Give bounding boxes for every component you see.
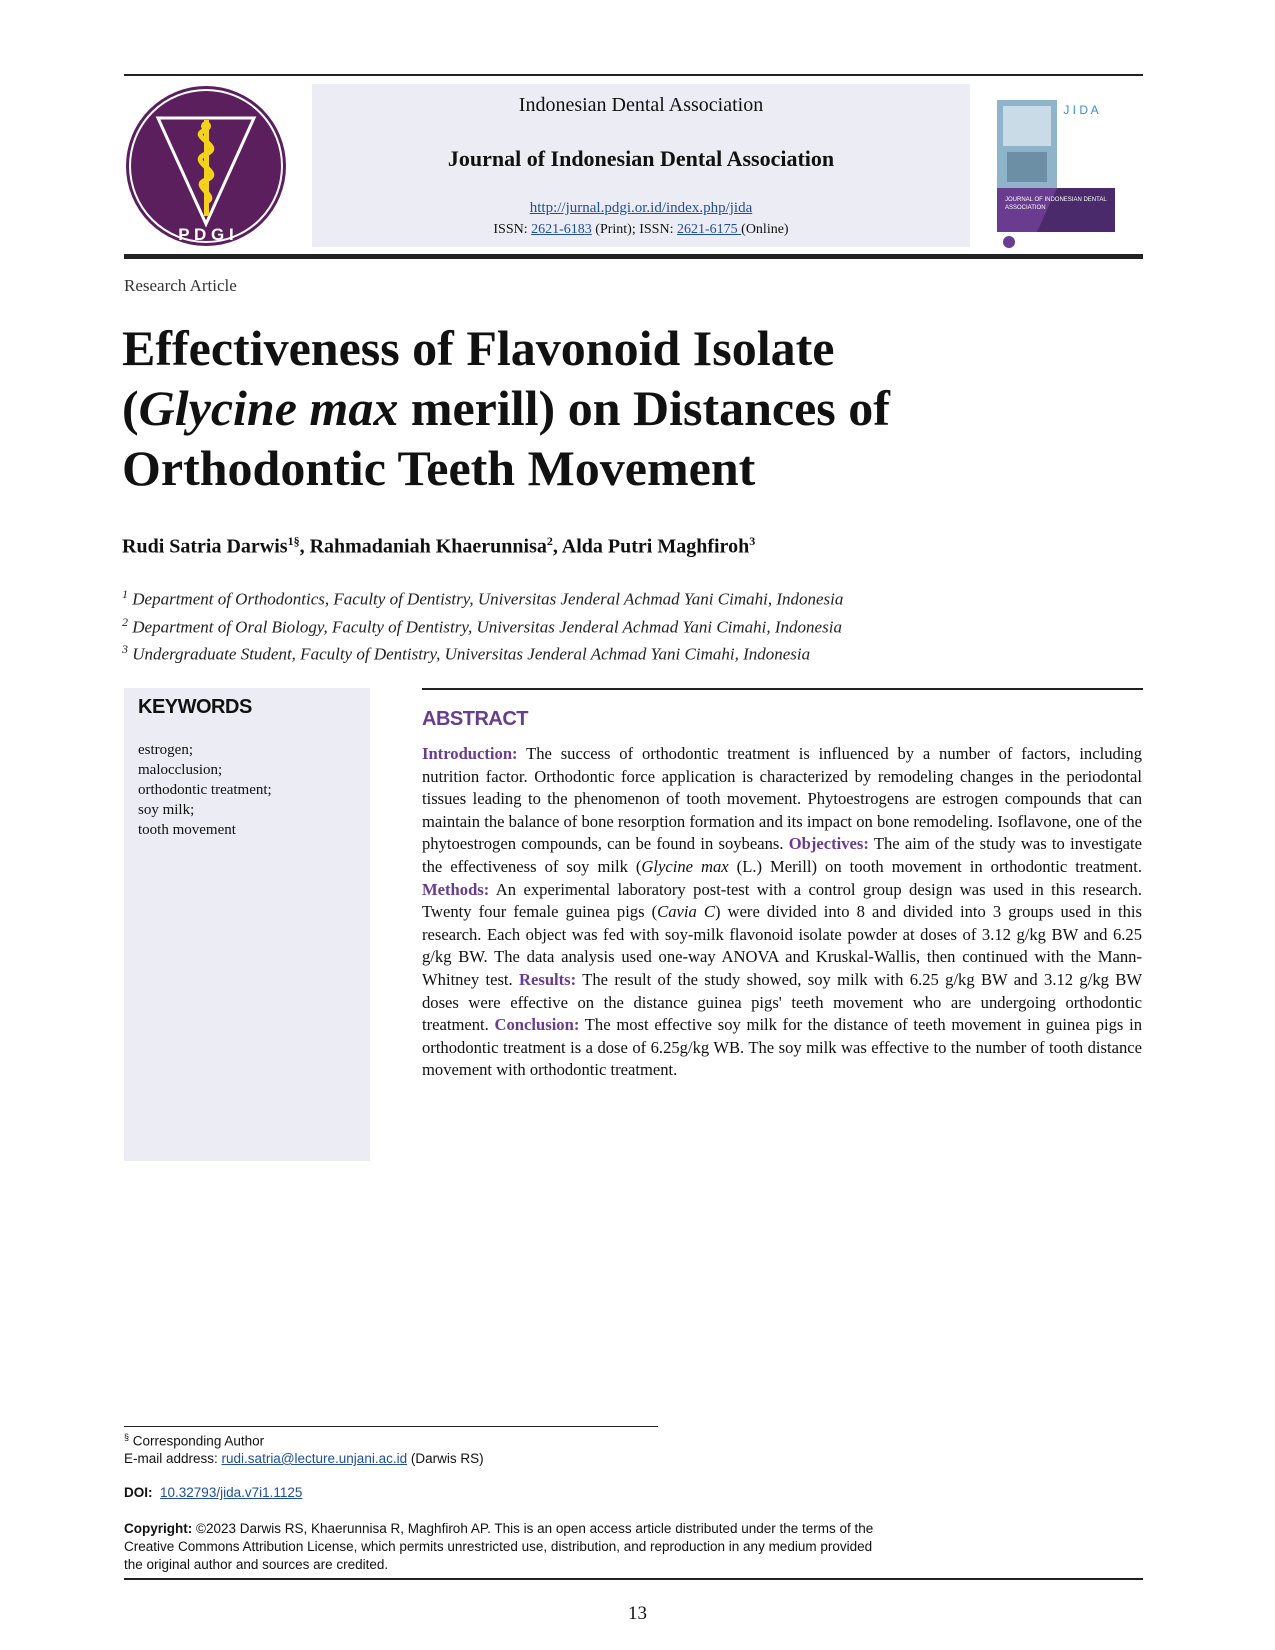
- author-1: Rudi Satria Darwis: [122, 535, 288, 558]
- footnote-rule: [124, 1426, 658, 1427]
- bottom-rule: [124, 1578, 1143, 1580]
- email-link[interactable]: rudi.satria@lecture.unjani.ac.id: [221, 1451, 408, 1466]
- header-thick-rule: [124, 254, 1143, 259]
- affiliations: [122, 583, 843, 666]
- issn-line: ISSN: 2621-6183 (Print); ISSN: 2621-6175 (Online): [493, 222, 789, 237]
- keyword-item: tooth movement: [138, 822, 236, 838]
- copyright-notice: Copyright: ©2023 Darwis RS, Khaerunnisa R, Maghfiroh AP. This is an open access article distributed under the terms of the Creative Commons Attribution License, which permits unrestricted use, distribution, and reproduction in any medium provided the original author and sources are credited.: [124, 1521, 874, 1572]
- journal-cover: [997, 100, 1115, 250]
- affiliation-1: $^1$ Department of Orthodontics, Faculty of Dentistry, Universitas Jenderal Achmad Yani Cimahi, Indonesia: [122, 587, 844, 609]
- cover-brand: J I D A: [1063, 103, 1099, 117]
- doi-line: DOI: 10.32793/jida.v7i1.1125: [124, 1485, 303, 1500]
- pdgi-logo: [124, 84, 288, 248]
- keywords-list: [138, 740, 272, 840]
- issn-print-link[interactable]: 2621-6183: [531, 222, 592, 237]
- affiliation-2: $^2$ Department of Oral Biology, Faculty of Dentistry, Universitas Jenderal Achmad Yani Cimahi, Indonesia: [122, 614, 842, 637]
- abstract-body: Introduction: The success of orthodontic treatment is influenced by a number of factors, including nutrition factor. Orthodontic force application is characterized by remodeling changes in the periodontal tissues leading to the phenomenon of tooth movement. Phytoestrogens are estrogen compounds that can maintain the balance of bone resorption formation and its impact on bone remodeling. Isoflavone, one of the phytoestrogen compounds, can be found in soybeans. Objectives: The aim of the study was to investigate the effectiveness of soy milk (Glycine max (L.) Merill) on tooth movement in orthodontic treatment. Methods: An experimental laboratory post-test with a control group design was used in this research. Twenty four female guinea pigs (Cavia C) were divided into 8 and divided into 3 groups used in this research. Each object was fed with soy-milk flavonoid isolate powder at doses of 3.12 g/kg BW and 6.25 g/kg BW. The data analysis used one-way ANOVA and Kruskal-Wallis, then continued with the Mann-Whitney test. Results: The result of the study showed, soy milk with 6.25 g/kg BW and 3.12 g/kg BW doses were effective on the distance guinea pigs' teeth movement who are undergoing orthodontic treatment. Conclusion: The most effective soy milk for the distance of teeth movement in guinea pigs in orthodontic treatment is a dose of 6.25g/kg WB. The soy milk was effective to the number of tooth distance movement with orthodontic treatment.: [422, 744, 1143, 1080]
- affiliation-3: $^3$ Undergraduate Student, Faculty of Dentistry, Universitas Jenderal Achmad Yani Cimahi, Indonesia: [122, 642, 811, 664]
- journal-url[interactable]: http://jurnal.pdgi.or.id/index.php/jida: [529, 200, 753, 216]
- article-title: Effectiveness of Flavonoid Isolate (Glycine max merill) on Distances of Orthodontic Teeth Movement: [122, 320, 890, 496]
- keyword-item: estrogen;: [138, 742, 193, 758]
- email-line: E-mail address: rudi.satria@lecture.unjani.ac.id (Darwis RS): [124, 1451, 484, 1466]
- abstract-title: ABSTRACT: [422, 708, 528, 730]
- keyword-item: soy milk;: [138, 802, 195, 818]
- journal-name: Journal of Indonesian Dental Association: [447, 146, 835, 171]
- cover-text: JOURNAL OF INDONESIAN DENTAL ASSOCIATION: [1005, 197, 1107, 211]
- page-number: 13: [628, 1603, 647, 1624]
- issn-online-link[interactable]: 2621-6175: [676, 222, 742, 237]
- keywords-panel: [124, 688, 370, 1161]
- top-rule: [124, 74, 1143, 76]
- doi-link[interactable]: 10.32793/jida.v7i1.1125: [160, 1485, 303, 1500]
- author-2: Rahmadaniah Khaerunnisa: [309, 535, 547, 558]
- article-type: Research Article: [124, 276, 237, 295]
- keyword-item: malocclusion;: [138, 762, 223, 778]
- author-list: Rudi Satria Darwis$^{1\S}$, Rahmadaniah Khaerunnisa$^2$, Alda Putri Maghfiroh$^3$: [122, 534, 756, 558]
- author-3: Alda Putri Maghfiroh: [561, 535, 750, 558]
- journal-banner: [312, 84, 970, 247]
- association-name: Indonesian Dental Association: [518, 94, 764, 116]
- corresponding-author-note: § Corresponding Author: [124, 1432, 265, 1449]
- keyword-item: orthodontic treatment;: [138, 782, 272, 798]
- keywords-title: KEYWORDS: [138, 696, 252, 718]
- logo-text: P D G I: [178, 225, 234, 244]
- abstract-top-rule: [422, 688, 1143, 690]
